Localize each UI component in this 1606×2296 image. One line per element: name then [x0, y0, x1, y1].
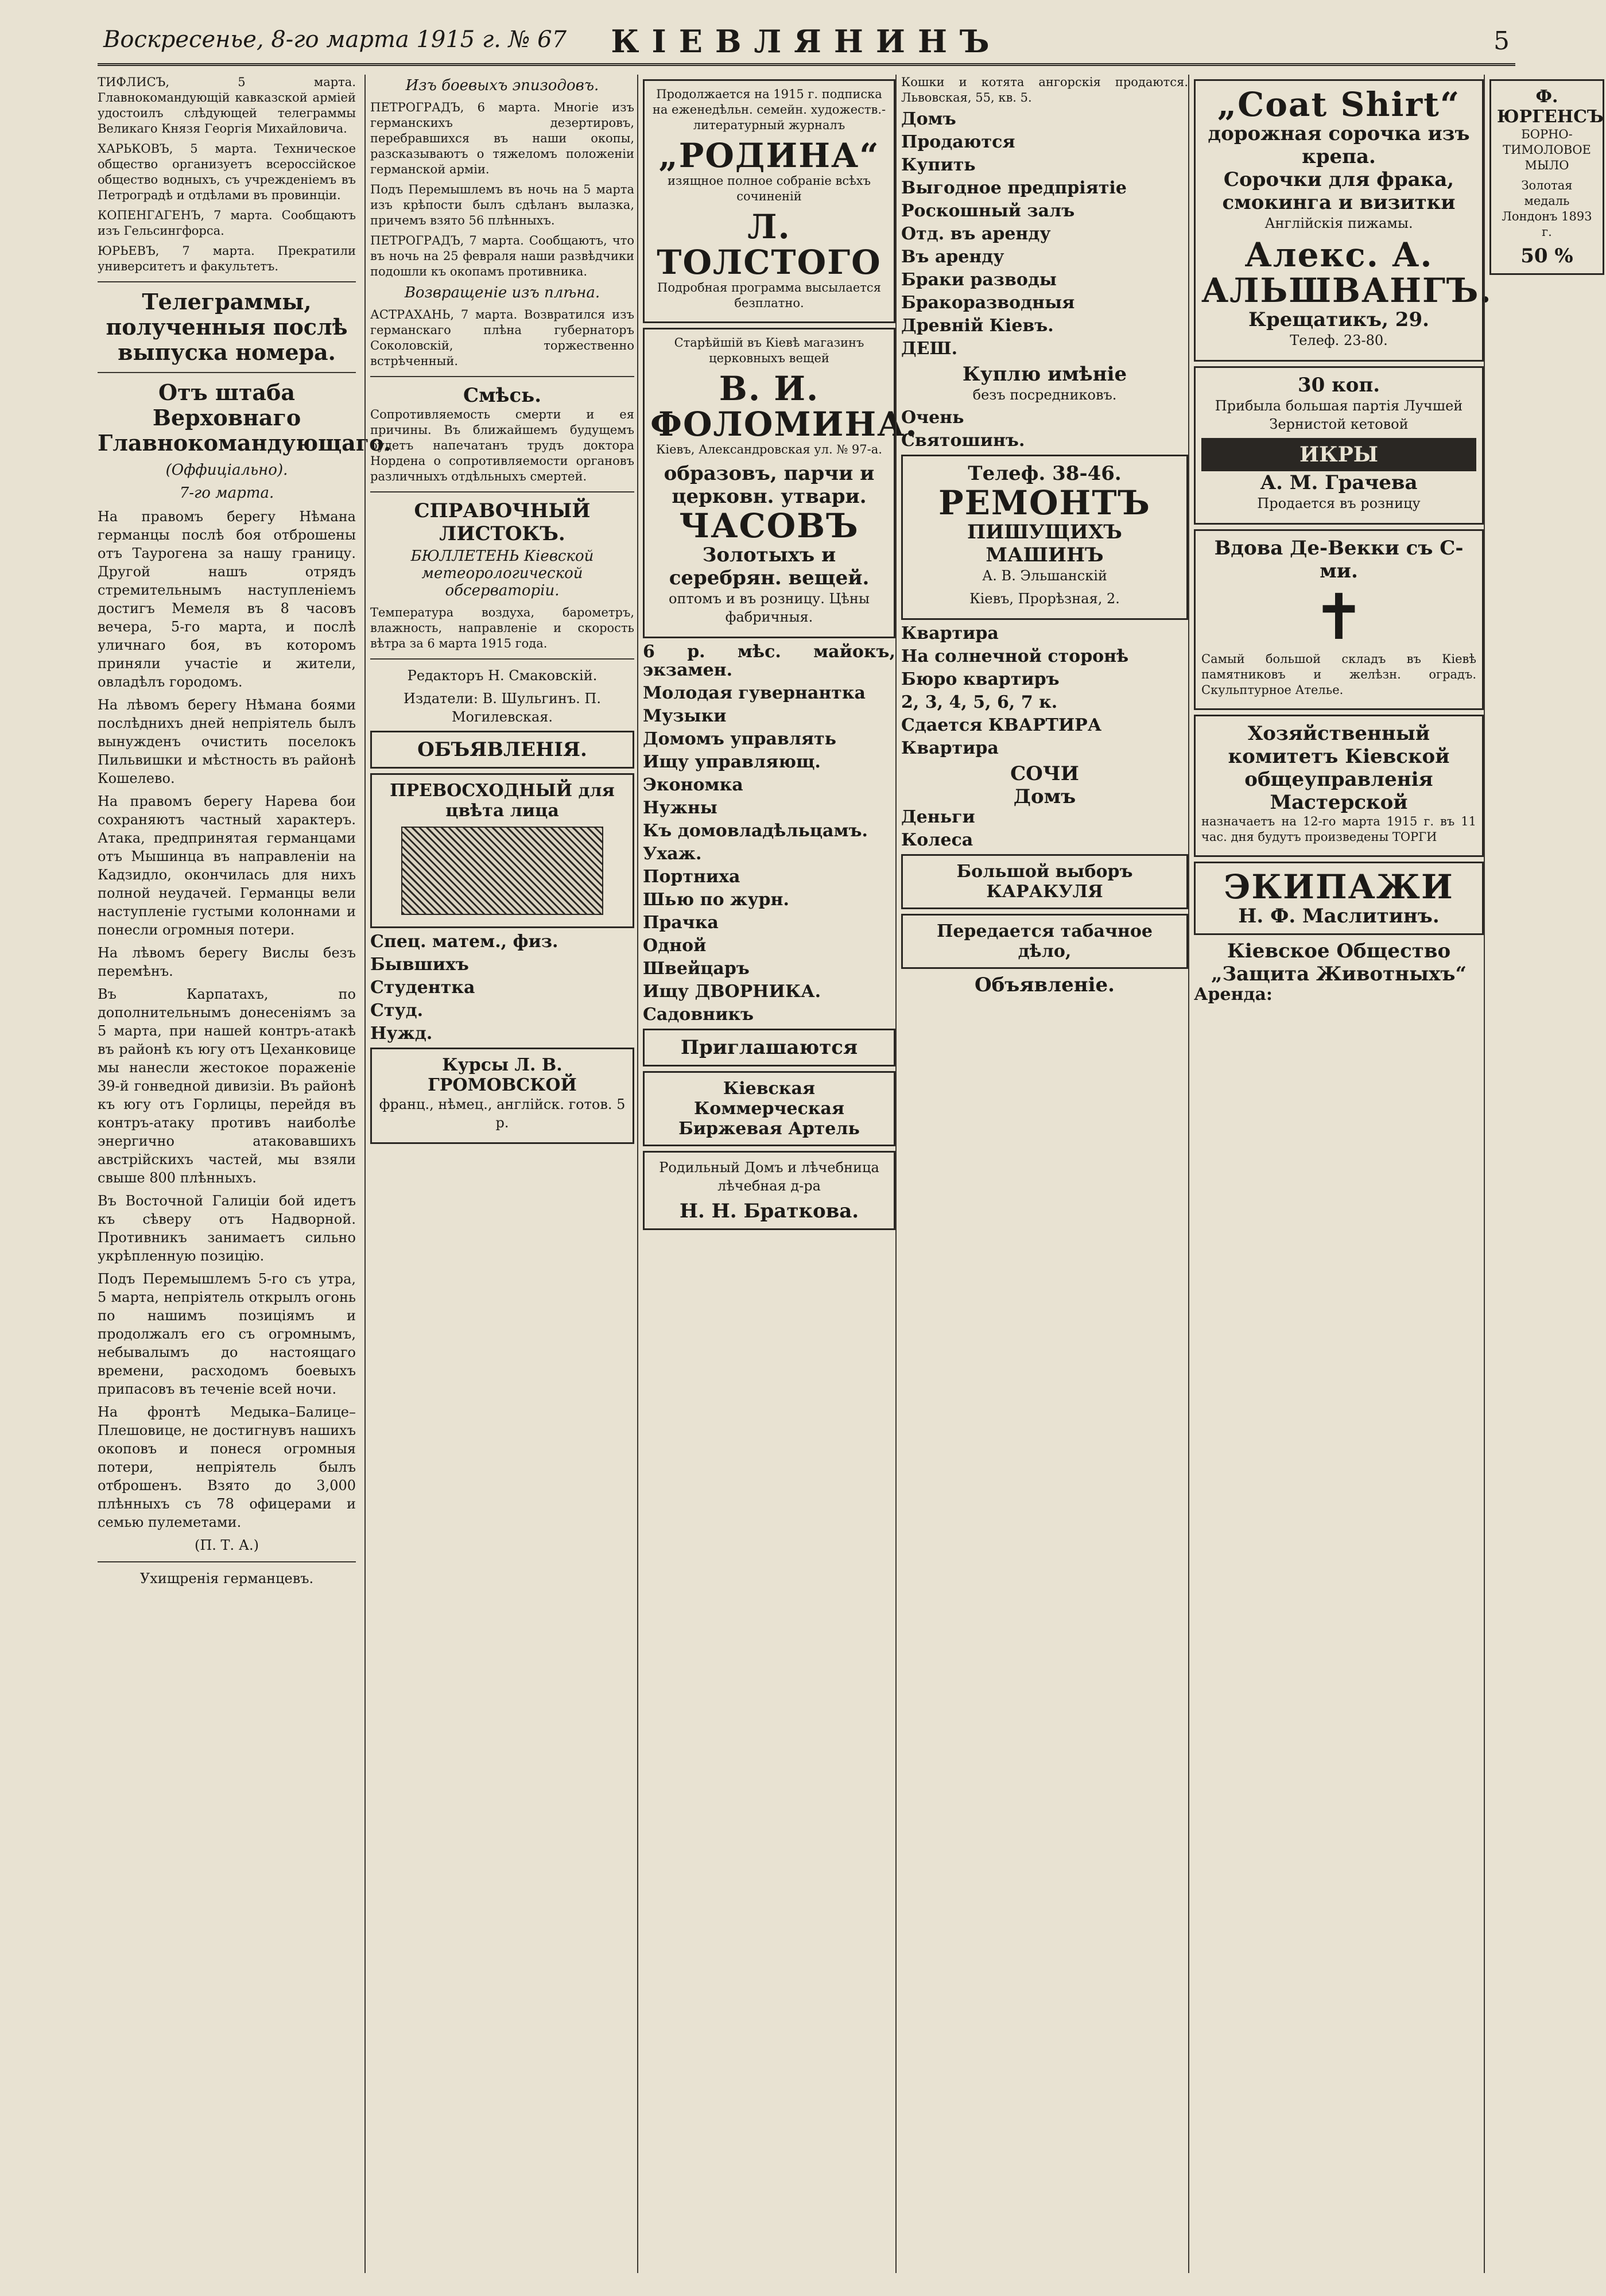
section-heading: СПРАВОЧНЫЙ ЛИСТОКЪ. — [414, 499, 591, 545]
ad-subtitle: ПИШУЩИХЪ МАШИНЪ — [967, 521, 1122, 567]
advertisement: Купить — [901, 155, 976, 175]
advertisement: Бывшихъ — [370, 955, 469, 975]
advertisement: СОЧИ — [1010, 762, 1079, 785]
section-date: 7-го марта. — [179, 484, 274, 502]
ad-subtitle: образовъ, парчи и церковн. утвари. — [664, 462, 875, 508]
ad-price: 30 коп. — [1297, 374, 1380, 397]
advertisement: Музыки — [643, 706, 727, 726]
ad-text: А. В. Эльшанскій — [982, 568, 1107, 584]
advertisement: Колеса — [901, 830, 973, 850]
advertisement — [643, 1151, 895, 1230]
advertisement-committee — [1194, 715, 1484, 857]
advertisement-folomin — [643, 328, 918, 638]
ad-title: В. И. ФОЛОМИНА. — [650, 369, 918, 444]
article-text: ТИФЛИСЪ, 5 марта. Главнокомандующій кавказской арміей удостоилъ слѣдующей телеграммы Великаго Князя Георгія Михайловича. — [98, 75, 356, 135]
article-text: КОПЕНГАГЕНЪ, 7 марта. Сообщаютъ изъ Гельсингфорса. — [98, 208, 356, 238]
advertisement — [643, 1029, 895, 1066]
divider — [370, 491, 634, 492]
section-heading: Смѣсь. — [463, 384, 542, 407]
advertisement: Студ. — [370, 1000, 424, 1021]
ad-title: Алекс. А. АЛЬШВАНГЪ. — [1201, 235, 1492, 310]
ad-title: Передается табачное дѣло, — [937, 921, 1153, 961]
ad-subtitle: Золотыхъ и серебрян. вещей. — [669, 544, 870, 589]
column-3 — [637, 75, 918, 2273]
ad-text: франц., нѣмец., англійск. готов. 5 р. — [379, 1096, 626, 1131]
advertisement: Нужд. — [370, 1023, 433, 1044]
advertisement: Святошинъ. — [901, 430, 1025, 451]
page-number: 5 — [1493, 26, 1510, 56]
article-text: Температура воздуха, барометръ, влажность, направленіе и скорость вѣтра за 6 марта 1915 года. — [370, 606, 634, 650]
section-heading: Телеграммы, полученныя послѣ выпуска номера. — [106, 289, 348, 365]
section-subheading: БЮЛЛЕТЕНЬ Кіевской метеорологической обсерваторіи. — [410, 548, 594, 599]
ads-heading: ОБЪЯВЛЕНІЯ. — [417, 738, 587, 761]
ad-title: ПРЕВОСХОДНЫЙ для цвѣта лица — [390, 781, 615, 821]
ad-text: Родильный Домъ и лѣчебница лѣчебная д-ра — [659, 1159, 879, 1194]
ad-text: Прибыла большая партія Лучшей Зернистой кетовой — [1215, 398, 1463, 432]
advertisement: Роскошный залъ — [901, 201, 1075, 221]
advertisement-carriages — [1194, 862, 1484, 935]
advertisement — [901, 914, 1188, 969]
advertisement: Нужны — [643, 798, 717, 818]
article-text: На правомъ берегу Нарева бои сохраняютъ частный характеръ. Атака, предпринятая германцами отъ Мышинца въ направленіи на Кадзидло, окончилась для нихъ полной неудачей. Германцы вели наступленіе густыми колоннами и понесли огромныя потери. — [98, 793, 356, 938]
advertisement — [370, 773, 634, 928]
advertisement: Ухаж. — [643, 844, 702, 864]
advertisement: Продаются — [901, 132, 1015, 152]
advertisement: 2, 3, 4, 5, 6, 7 к. — [901, 692, 1058, 712]
ad-text: Подробная программа высылается безплатно. — [657, 281, 881, 310]
ad-title: Вдова Де-Векки съ С-ми. — [1214, 537, 1464, 583]
advertisement: Ищу ДВОРНИКА. — [643, 982, 821, 1002]
newspaper-title: КІЕВЛЯНИНЪ — [611, 23, 1002, 60]
advertisement: Въ аренду — [901, 247, 1004, 267]
advertisement: Къ домовладѣльцамъ. — [643, 821, 868, 841]
section-heading: Отъ штаба Верховнаго Главнокомандующаго. — [98, 379, 391, 456]
advertisement: Домъ — [901, 109, 956, 129]
advertisement: Ищу управляющ. — [643, 752, 821, 772]
advertisement-rodina — [643, 79, 895, 323]
ad-title: ИКРЫ — [1201, 438, 1476, 471]
publisher-line: Издатели: В. Шульгинъ. П. Могилевская. — [404, 691, 601, 725]
ad-name: А. М. Грачева — [1260, 471, 1418, 494]
ad-text: безъ посредниковъ. — [972, 387, 1117, 403]
advertisement: Шью по журн. — [643, 890, 789, 910]
ad-title: ЧАСОВЪ — [679, 506, 859, 545]
advertisement: Древній Кіевъ. — [901, 316, 1054, 336]
article-text: На правомъ берегу Нѣмана германцы послѣ боя отброшены отъ Таурогена за нашу границу. Другой нашъ отрядъ стремительнымъ наступленіемъ достигъ Мемеля въ 8 часовъ вечера, 5-го марта, и послѣ уличнаго боя, въ которомъ приняли участіе и жители, овладѣлъ городомъ. — [98, 509, 356, 690]
ad-text: Старѣйшій въ Кіевѣ магазинъ церковныхъ вещей — [674, 336, 864, 365]
ad-title: Большой выборъ КАРАКУЛЯ — [956, 862, 1133, 902]
section-subheading: (Оффиціально). — [165, 461, 288, 479]
divider — [98, 372, 356, 373]
article-signature: (П. Т. А.) — [195, 1537, 259, 1553]
advertisement: Садовникъ — [643, 1004, 754, 1025]
advertisement-typewriters — [901, 455, 1188, 620]
column-6 — [1484, 75, 1604, 2273]
advertisement: Кошки и котята ангорскія продаются. Львовская, 55, кв. 5. — [901, 75, 1188, 104]
divider — [370, 658, 634, 660]
article-text: На лѣвомъ берегу Вислы безъ перемѣнъ. — [98, 945, 356, 979]
advertisement: Студентка — [370, 978, 475, 998]
editor-line: Редакторъ Н. Смаковскій. — [407, 668, 598, 684]
divider — [98, 281, 356, 282]
advertisement: Браки разводы — [901, 270, 1057, 290]
advertisement: Отд. въ аренду — [901, 224, 1051, 244]
article-text: ХАРЬКОВЪ, 5 марта. Техническое общество организуетъ всероссійское общество водныхъ, съ учрежденіемъ въ Петроградѣ и отдѣлами въ провинціи. — [98, 142, 356, 202]
advertisement: Домомъ управлять — [643, 729, 836, 749]
article-text: ПЕТРОГРАДЪ, 7 марта. Сообщаютъ, что въ ночь на 25 февраля наши развѣдчики подошли къ окопамъ противника. — [370, 234, 634, 278]
ad-title: „РОДИНА“ — [658, 136, 880, 175]
divider — [98, 1561, 356, 1562]
column-5 — [1188, 75, 1492, 2273]
advertisement: Выгодное предпріятіе — [901, 178, 1127, 198]
ad-text: Кіевъ, Александровская ул. № 97-а. — [656, 443, 882, 456]
ad-title: Курсы Л. В. ГРОМОВСКОЙ — [428, 1055, 577, 1095]
advertisement: Аренда: — [1194, 984, 1273, 1004]
advertisement: Домъ — [1013, 785, 1076, 808]
article-text: Сопротивляемость смерти и ея причины. Въ ближайшемъ будущемъ будетъ напечатанъ трудъ доктора Нордена о сопротивляемости органовъ различныхъ отдѣльныхъ смертей. — [370, 408, 634, 483]
section-heading: Изъ боевыхъ эпизодовъ. — [405, 77, 599, 94]
ad-title: Приглашаются — [680, 1036, 858, 1059]
advertisement: На солнечной сторонѣ — [901, 646, 1129, 666]
ad-phone: Телеф. 38-46. — [968, 462, 1122, 485]
advertisement-coat-shirt — [1194, 79, 1492, 362]
ad-text: Кіевъ, Прорѣзная, 2. — [969, 591, 1120, 607]
article-text: На лѣвомъ берегу Нѣмана боями послѣднихъ дней непріятель былъ вынужденъ очистить поселокъ Пильвишки и мѣстность въ районѣ Кошелево. — [98, 697, 356, 786]
advertisement-caviar — [1194, 366, 1484, 525]
advertisement: Сдается КВАРТИРА — [901, 715, 1102, 735]
advertisement: Квартира — [901, 623, 999, 643]
ad-title: Н. Н. Браткова. — [679, 1200, 859, 1223]
ad-illustration — [401, 827, 603, 915]
advertisement: Спец. матем., физ. — [370, 932, 558, 952]
column-2 — [364, 75, 634, 2273]
article-text: Въ Восточной Галиціи бой идетъ къ сѣверу отъ Надворной. Противникъ занимаетъ сильно укрѣпленную позицію. — [98, 1193, 356, 1264]
advertisement: Бюро квартиръ — [901, 669, 1060, 689]
advertisement: Прачка — [643, 913, 719, 933]
advertisement: ДЕШ. — [901, 339, 958, 359]
ad-title: Ф. ЮРГЕНСЪ — [1497, 87, 1604, 127]
advertisement: Швейцаръ — [643, 959, 750, 979]
ad-text: Самый большой складъ въ Кіевѣ памятниковъ и желѣзн. оградъ. Скульптурное Ателье. — [1201, 652, 1476, 697]
section-heading: Возвращеніе изъ плѣна. — [404, 284, 600, 301]
ad-subtitle: Сорочки для фрака, смокинга и визитки — [1222, 168, 1456, 214]
ad-text: Продолжается на 1915 г. подписка на еженедѣльн. семейн. художеств.-литературный журналъ — [652, 87, 886, 132]
advertisement: Куплю имѣніе — [962, 363, 1127, 386]
advertisement: Квартира — [901, 738, 999, 758]
ad-price: 50 % — [1520, 245, 1573, 267]
article-text: Подъ Перемышлемъ 5-го съ утра, 5 марта, непріятель открылъ огонь по нашимъ позиціямъ и продолжалъ его съ огромнымъ, небывалымъ до настоящаго времени, расходомъ боевыхъ припасовъ въ теченіе всей ночи. — [98, 1271, 356, 1397]
ad-text: Англійскія пижамы. — [1264, 215, 1413, 231]
column-1 — [98, 75, 391, 2273]
article-text: ЮРЬЕВЪ, 7 марта. Прекратили университетъ и факультетъ. — [98, 244, 356, 273]
cross-icon: ✝ — [1312, 580, 1366, 654]
column-4 — [895, 75, 1188, 2273]
announcement-heading: Объявленіе. — [975, 974, 1115, 996]
advertisement: Очень — [901, 408, 964, 428]
ad-address: Крещатикъ, 29. — [1248, 308, 1429, 331]
advertisement-soap — [1489, 79, 1604, 275]
ad-title: Хозяйственный комитетъ Кіевской общеуправленія Мастерской — [1228, 722, 1450, 814]
article-text: АСТРАХАНЬ, 7 марта. Возвратился изъ германскаго плѣна губернаторъ Соколовскій, торжественно встрѣченный. — [370, 308, 634, 368]
advertisement: Деньги — [901, 807, 975, 827]
advertisement — [370, 1048, 634, 1144]
ad-title: ЭКИПАЖИ — [1224, 867, 1454, 906]
advertisement: Бракоразводныя — [901, 293, 1075, 313]
advertisement: Молодая гувернантка — [643, 683, 866, 703]
ad-subtitle: дорожная сорочка изъ крепа. — [1208, 122, 1470, 168]
advertisement — [901, 854, 1188, 909]
advertisement: Портниха — [643, 867, 740, 887]
article-text: Въ Карпатахъ, по дополнительнымъ донесеніямъ за 5 марта, при нашей контръ-атакѣ въ районѣ къ югу отъ Цеханковице мы нанесли жестокое пораженіе 39-й гонведной дивизіи. Въ районѣ къ югу отъ Горлицы, перейдя въ контръ-атаку противъ наиболѣе энергично атаковавшихъ австрійскихъ частей, мы взяли свыше 800 плѣнныхъ. — [98, 986, 356, 1186]
advertisement — [643, 1071, 895, 1146]
advertisement: Экономка — [643, 775, 743, 795]
ads-banner — [370, 731, 634, 769]
issue-date: Воскресенье, 8-го марта 1915 г. № 67 — [103, 26, 567, 53]
ad-title: РЕМОНТЪ — [938, 483, 1151, 522]
divider — [370, 376, 634, 377]
ad-text: Золотая медаль Лондонъ 1893 г. — [1502, 179, 1592, 239]
ad-text: назначаетъ на 12-го марта 1915 г. въ 11 час. дня будутъ произведены ТОРГИ — [1201, 815, 1476, 844]
article-heading: Ухищренія германцевъ. — [139, 1570, 314, 1587]
masthead — [98, 23, 1515, 66]
advertisement: 6 р. мѣс. майокъ, экзамен. — [643, 642, 895, 680]
article-text: ПЕТРОГРАДЪ, 6 марта. Многіе изъ германскихъ дезертировъ, перебравшихся въ наши окопы, разсказываютъ о тяжеломъ положеніи германской арміи. — [370, 100, 634, 176]
advertisement-monuments — [1194, 529, 1484, 710]
advertisement: Кіевское Общество „Защита Животныхъ“ — [1211, 940, 1467, 986]
ad-text: изящное полное собраніе всѣхъ сочиненій — [668, 174, 871, 203]
ad-text: БОРНО-ТИМОЛОВОЕ МЫЛО — [1503, 127, 1591, 172]
article-text: Подъ Перемышлемъ въ ночь на 5 марта изъ крѣпости былъ сдѣланъ вылазка, причемъ взято 56 плѣнныхъ. — [370, 183, 634, 227]
ad-title: „Coat Shirt“ — [1217, 85, 1461, 124]
ad-text: Продается въ розницу — [1257, 495, 1421, 511]
ad-text: оптомъ и въ розницу. Цѣны фабричныя. — [669, 591, 870, 625]
advertisement: Одной — [643, 936, 707, 956]
ad-title: Л. ТОЛСТОГО — [657, 207, 882, 282]
ad-phone: Телеф. 23-80. — [1290, 332, 1388, 348]
ad-name: Н. Ф. Маслитинъ. — [1238, 905, 1440, 928]
article-text: На фронтѣ Медыка–Балице–Плешовице, не достигнувъ нашихъ окоповъ и понеся огромныя потери, непріятель былъ отброшенъ. Взято до 3,000 плѣнныхъ съ 78 офицерами и семью пулеметами. — [98, 1404, 356, 1530]
ad-title: Кіевская Коммерческая Биржевая Артель — [678, 1079, 860, 1139]
